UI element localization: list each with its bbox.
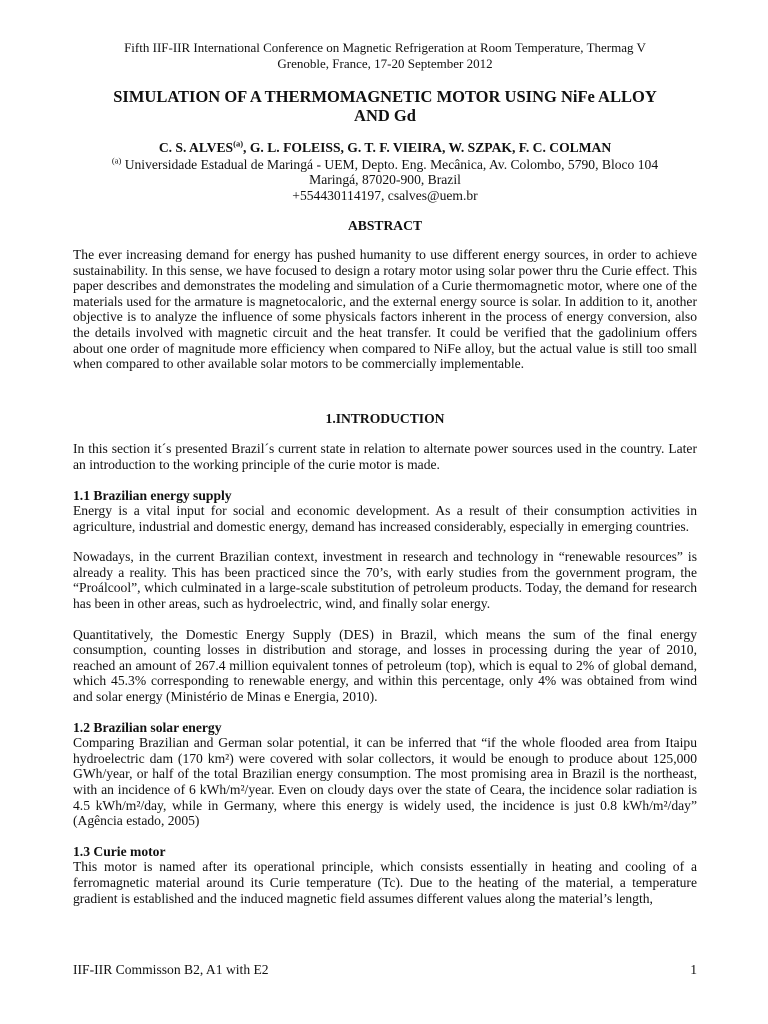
affiliation-contact: +554430114197, csalves@uem.br	[292, 187, 478, 203]
section-1-2-paragraph: Comparing Brazilian and German solar potential, it can be inferred that “if the whole flooded area from Itaipu hydroelectric dam (170 km²) were covered with solar collectors, it would be enough to produce about 125,000 GWh/year, or half of the total Brazilian energy consumption. The most promising area in Brazil is the northeast, with an incidence of 6 kWh/m²/year. Even on cloudy days over the state of Ceara, the incidence solar radiation is 4.5 kWh/m²/day, while in Germany, where this energy is widely used, the incidence is just 0.8 kWh/m²/day” (Agência estado, 2005)	[73, 735, 697, 829]
section-1-1	[73, 488, 697, 535]
affiliation-block	[73, 157, 697, 204]
conference-header	[73, 40, 697, 72]
title-line-1: SIMULATION OF A THERMOMAGNETIC MOTOR USING NiFe ALLOY	[113, 87, 657, 106]
introduction-heading: 1.INTRODUCTION	[325, 410, 445, 426]
footer-commission: IIF-IIR Commisson B2, A1 with E2	[73, 962, 269, 977]
first-author: C. S. ALVES	[158, 140, 234, 155]
section-1-3	[73, 844, 697, 906]
other-authors: , G. L. FOLEISS, G. T. F. VIEIRA, W. SZPAK, F. C. COLMAN	[243, 140, 612, 155]
paper-page	[73, 40, 697, 906]
section-1-3-paragraph: This motor is named after its operational principle, which consists essentially in heating and cooling of a ferromagnetic material around its Curie temperature (Tc). Due to the heating of the material, a temperature gradient is established and the induced magnetic field assumes different values along the material’s length,	[73, 859, 697, 906]
paper-title	[73, 87, 697, 125]
introduction-paragraph: In this section it´s presented Brazil´s current state in relation to alternate power sources used in the country. Later an introduction to the working principle of the curie motor is made.	[73, 441, 697, 472]
section-1-2	[73, 720, 697, 829]
title-line-2: AND Gd	[354, 106, 416, 125]
section-1-2-heading: 1.2 Brazilian solar energy	[73, 719, 222, 735]
abstract-heading: ABSTRACT	[347, 218, 423, 234]
affiliation-line-1	[73, 157, 697, 173]
author-affiliation-mark: (a)	[233, 138, 244, 149]
section-1-1-heading: 1.1 Brazilian energy supply	[73, 487, 232, 503]
conference-line-1: Fifth IIF-IIR International Conference on Magnetic Refrigeration at Room Temperature, Thermag V	[124, 40, 646, 55]
section-1-1-paragraph-1: Energy is a vital input for social and economic development. As a result of their consumption activities in agriculture, industrial and domestic energy, demand has increased considerably, especially in emerging countries.	[73, 503, 697, 534]
conference-line-2: Grenoble, France, 17-20 September 2012	[277, 56, 493, 71]
page-number: 1	[690, 962, 697, 977]
section-1-1-paragraph-2: Nowadays, in the current Brazilian context, investment in research and technology in “renewable resources” is already a reality. This has been practiced since the 70’s, with early studies from the government program, the “Proálcool”, which culminated in a large-scale substitution of petroleum products. Today, the demand for research has been in other areas, such as hydroelectric, wind, and finally solar energy.	[73, 549, 697, 612]
affiliation-city: Maringá, 87020-900, Brazil	[309, 172, 461, 188]
section-1-3-heading: 1.3 Curie motor	[73, 843, 166, 859]
author-list	[73, 140, 697, 156]
abstract-text: The ever increasing demand for energy has pushed humanity to use different energy sources, in order to achieve sustainability. In this sense, we have focused to design a rotary motor using solar power thru the Curie effect. This paper describes and demonstrates the modeling and simulation of a Curie thermomagnetic motor, where one of the materials used for the armature is magnetocaloric, and the external energy source is solar. In addition to it, another objective is to analyze the influence of some physicals factors inherent in the process of energy conversion, also the details involved with magnetic circuit and the heat transfer. It could be verified that the gadolinium offers about one order of magnitude more efficiency when compared to NiFe alloy, but the actual value is still too small when compared to other available solar motors to be commercially implementable.	[73, 246, 697, 372]
affiliation-institution: Universidade Estadual de Maringá - UEM, Depto. Eng. Mecânica, Av. Colombo, 5790, Bloco 104	[121, 156, 659, 172]
section-1-1-paragraph-3: Quantitatively, the Domestic Energy Supply (DES) in Brazil, which means the sum of the final energy consumption, counting losses in distribution and storage, and losses in processing during the year of 2010, reached an amount of 267.4 million equivalent tonnes of petroleum (top), which is equal to 2% of global demand, which 45.3% corresponding to renewable energy, and within this percentage, only 4% was obtained from wind and solar energy (Ministério de Minas e Energia, 2010).	[73, 626, 697, 705]
affiliation-mark: (a)	[111, 155, 122, 166]
